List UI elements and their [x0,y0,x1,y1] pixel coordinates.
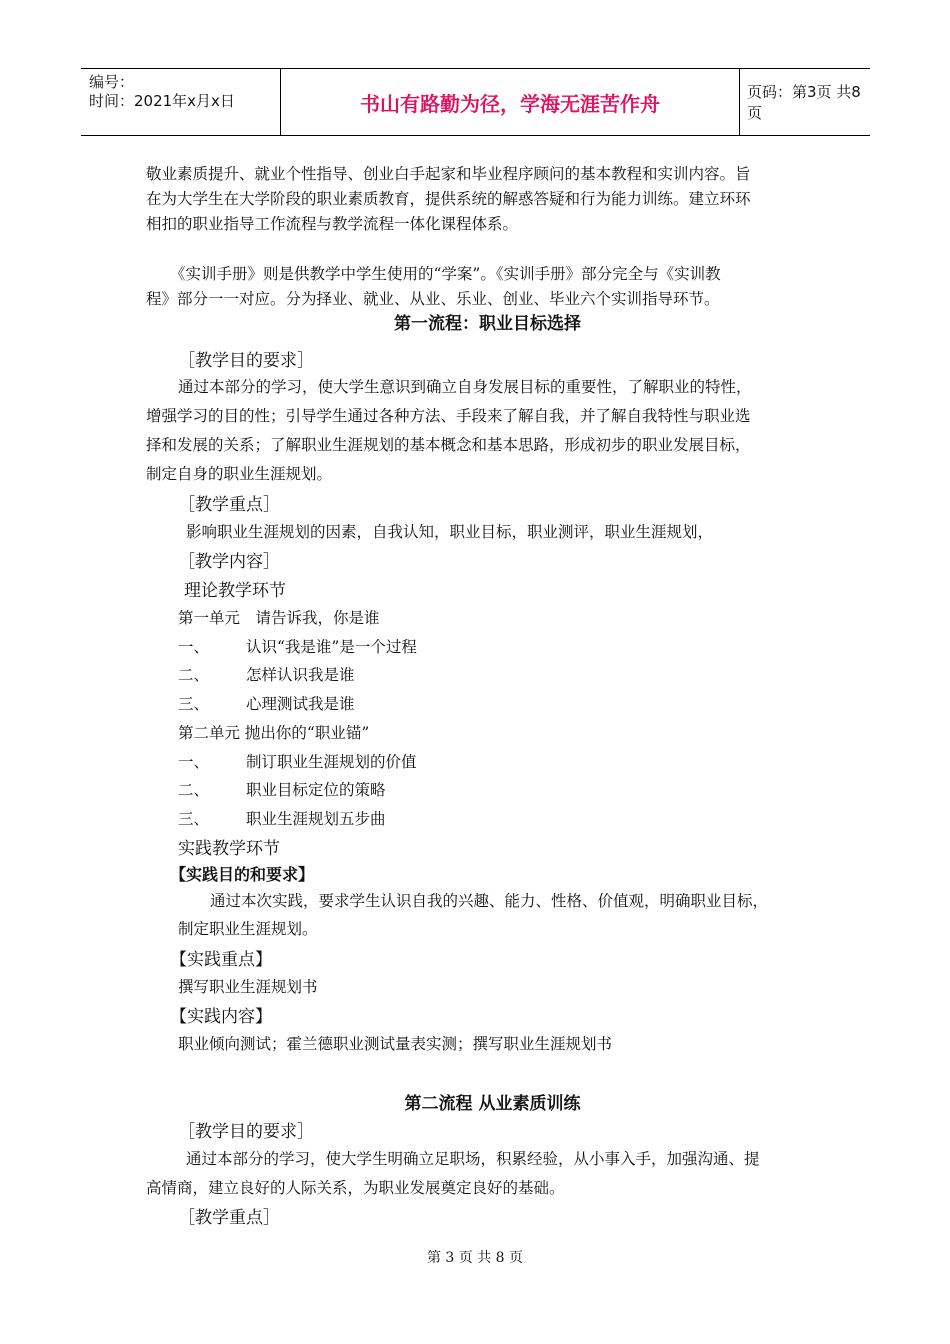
list-item-text: 怎样认识我是谁 [246,666,355,684]
flow2-title: 第二流程 从业素质训练 [404,1094,581,1114]
header-motto: 书山有路勤为径，学海无涯苦作舟 [281,69,740,135]
flow2-goal-line2: 高情商，建立良好的人际关系，为职业发展奠定良好的基础。 [146,1179,565,1197]
list-item [178,635,417,657]
list-item [178,807,386,829]
practice-focus-heading: 【实践重点】 [170,950,272,970]
list-item-text: 认识“我是谁”是一个过程 [246,638,417,656]
list-item-number: 三、 [178,695,210,713]
list-item-number: 一、 [178,753,210,771]
list-item-number: 二、 [178,781,210,799]
header-meta [81,69,281,135]
page-footer: 第 3 页 共 8 页 [426,1250,524,1266]
flow1-goal-line2: 增强学习的目的性；引导学生通过各种方法、手段来了解自我，并了解自我特性与职业选 [146,407,751,425]
list-item-number: 三、 [178,810,210,828]
flow1-goal-heading: ［教学目的要求］ [178,351,314,371]
flow1-goal-line1: 通过本部分的学习，使大学生意识到确立自身发展目标的重要性，了解职业的特性， [178,378,752,396]
unit1-title: 第一单元 请告诉我，你是谁 [178,609,380,627]
flow1-focus-text: 影响职业生涯规划的因素，自我认知，职业目标，职业测评，职业生涯规划， [186,523,714,541]
list-item [178,692,355,714]
list-item [178,663,355,685]
practice-focus-text: 撰写职业生涯规划书 [178,978,318,996]
intro-p2-line2: 程》部分一一对应。分为择业、就业、从业、乐业、创业、毕业六个实训指导环节。 [146,290,720,308]
intro-p1-line2: 在为大学生在大学阶段的职业素质教育，提供系统的解惑答疑和行为能力训练。建立环环 [146,190,751,208]
list-item-text: 职业生涯规划五步曲 [246,810,386,828]
intro-p2-line1: 《实训手册》则是供教学中学生使用的“学案”。《实训手册》部分完全与《实训教 [170,265,721,283]
flow2-focus-heading: ［教学重点］ [178,1208,280,1228]
list-item [178,750,417,772]
list-item [178,778,386,800]
flow2-goal-heading: ［教学目的要求］ [178,1122,314,1142]
intro-p1-line3: 相扣的职业指导工作流程与教学流程一体化课程体系。 [146,215,519,233]
doc-time-label: 时间：2021年x月x日 [89,92,235,110]
flow2-goal-line1: 通过本部分的学习，使大学生明确立足职场，积累经验，从小事入手，加强沟通、提 [186,1150,760,1168]
practice-goal-line2: 制定职业生涯规划。 [178,920,318,938]
unit2-title: 第二单元 抛出你的“职业锚” [178,724,370,742]
doc-number-label: 编号： [89,73,135,91]
practice-content-heading: 【实践内容】 [170,1007,272,1027]
list-item-text: 职业目标定位的策略 [246,781,386,799]
flow1-title: 第一流程：职业目标选择 [394,314,581,334]
flow1-goal-line4: 制定自身的职业生涯规划。 [146,465,333,483]
list-item-text: 心理测试我是谁 [246,695,355,713]
page-header [81,68,870,136]
practice-goal-line1: 通过本次实践，要求学生认识自我的兴趣、能力、性格、价值观，明确职业目标， [210,892,769,910]
intro-p1-line1: 敬业素质提升、就业个性指导、创业白手起家和毕业程序顾问的基本教程和实训内容。旨 [146,165,751,183]
practice-content-text: 职业倾向测试；霍兰德职业测试量表实测；撰写职业生涯规划书 [178,1035,613,1053]
practice-heading: 实践教学环节 [178,839,280,859]
practice-goal-heading: 【实践目的和要求】 [170,865,315,884]
list-item-number: 一、 [178,638,210,656]
flow1-goal-line3: 择和发展的关系；了解职业生涯规划的基本概念和基本思路，形成初步的职业发展目标， [146,436,751,454]
header-page-info: 页码：第3页 共8页 [747,83,861,122]
flow1-focus-heading: ［教学重点］ [178,495,280,515]
list-item-number: 二、 [178,666,210,684]
list-item-text: 制订职业生涯规划的价值 [246,753,417,771]
flow1-content-heading: ［教学内容］ [178,552,280,572]
theory-heading: 理论教学环节 [184,581,286,601]
